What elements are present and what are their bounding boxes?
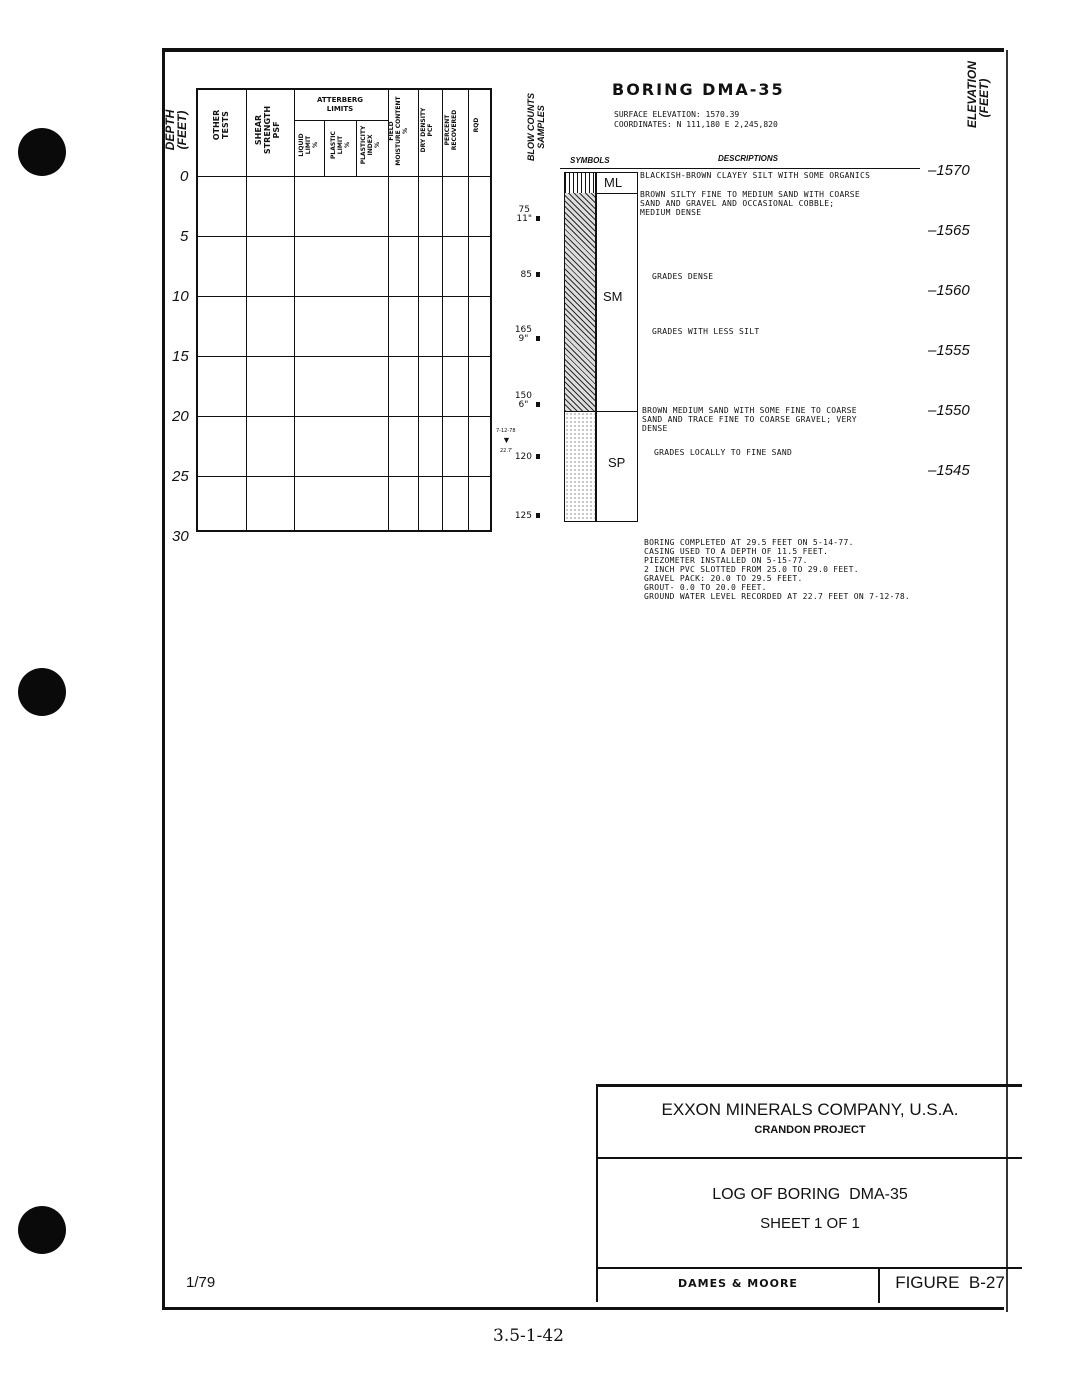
sheet-number: SHEET 1 OF 1 <box>760 1215 860 1232</box>
sm-pattern <box>565 193 595 411</box>
header-field-moisture: FIELD MOISTURE CONTENT % <box>388 96 409 166</box>
soil-code-sp: SP <box>608 455 626 470</box>
depth-tick-15: 15 <box>172 348 189 365</box>
blow-count-4: 150 6" <box>504 392 540 410</box>
depth-tick-20: 20 <box>172 408 189 425</box>
note-line-3: 2 INCH PVC SLOTTED FROM 25.0 TO 29.0 FEET. <box>644 565 859 574</box>
header-rqd: RQD <box>473 117 480 133</box>
figure-number: FIGURE B-27 <box>895 1273 1005 1292</box>
elevation-tick-1: –1565 <box>928 222 970 239</box>
soil-code-ml: ML <box>604 175 623 190</box>
description-5: BROWN MEDIUM SAND WITH SOME FINE TO COARSE SAND AND TRACE FINE TO COARSE GRAVEL; VERY DENSE <box>642 406 857 433</box>
header-dry-density: DRY DENSITY PCF <box>420 107 434 153</box>
depth-axis-label: DEPTH (FEET) <box>163 109 189 151</box>
soil-symbol-column <box>564 172 596 522</box>
header-liquid-limit: LIQUID LIMIT % <box>298 133 319 157</box>
depth-tick-5: 5 <box>180 228 189 245</box>
sp-pattern <box>565 412 595 521</box>
header-plasticity-index: PLASTICITY INDEX % <box>360 125 381 165</box>
blow-count-2: 85 <box>504 270 540 280</box>
boring-notes <box>644 538 910 601</box>
scan-date: 1/79 <box>186 1274 216 1291</box>
header-atterberg-limits: ATTERBERG LIMITS <box>316 96 363 113</box>
elevation-tick-0: –1570 <box>928 162 970 179</box>
project-name: CRANDON PROJECT <box>754 1124 866 1136</box>
blow-counts-samples-label: BLOW COUNTS SAMPLES <box>526 93 546 161</box>
elevation-axis-label: ELEVATION (FEET) <box>965 61 991 128</box>
note-line-4: GRAVEL PACK: 20.0 TO 29.5 FEET. <box>644 574 803 583</box>
coordinates: COORDINATES: N 111,180 E 2,245,820 <box>614 120 778 129</box>
elevation-tick-3: –1555 <box>928 342 970 359</box>
description-1: BLACKISH-BROWN CLAYEY SILT WITH SOME ORGANICS <box>640 171 871 180</box>
water-level-depth: 22.7' <box>500 448 513 454</box>
note-line-1: CASING USED TO A DEPTH OF 11.5 FEET. <box>644 547 829 556</box>
boring-title: BORING DMA-35 <box>612 80 785 99</box>
header-other-tests: OTHER TESTS <box>212 109 230 141</box>
note-line-0: BORING COMPLETED AT 29.5 FEET ON 5-14-77. <box>644 538 854 547</box>
surface-elevation: SURFACE ELEVATION: 1570.39 <box>614 110 740 119</box>
description-3: GRADES DENSE <box>652 272 714 281</box>
depth-tick-0: 0 <box>180 168 189 185</box>
header-shear-strength: SHEAR STRENGTH PSF <box>254 105 281 155</box>
firm-name: DAMES & MOORE <box>678 1277 798 1290</box>
depth-tick-10: 10 <box>172 288 189 305</box>
blow-count-1: 75 11" <box>504 206 540 224</box>
binder-hole-top <box>18 128 66 176</box>
water-level-icon: ▼ <box>502 435 511 445</box>
ml-pattern <box>565 173 595 193</box>
company-name: EXXON MINERALS COMPANY, U.S.A. <box>661 1100 959 1119</box>
description-2: BROWN SILTY FINE TO MEDIUM SAND WITH COARSE SAND AND GRAVEL AND OCCASIONAL COBBLE; MEDIUM DENSE <box>640 190 861 217</box>
soil-code-sm: SM <box>603 289 623 304</box>
binder-hole-middle <box>18 668 66 716</box>
blow-count-3: 165 9" <box>504 326 540 344</box>
description-6: GRADES LOCALLY TO FINE SAND <box>654 448 793 457</box>
water-level-date: 7-12-78 <box>496 428 516 434</box>
note-line-6: GROUND WATER LEVEL RECORDED AT 22.7 FEET ON 7-12-78. <box>644 592 911 601</box>
elevation-tick-5: –1545 <box>928 462 970 479</box>
header-plastic-limit: PLASTIC LIMIT % <box>330 131 351 159</box>
elevation-tick-2: –1560 <box>928 282 970 299</box>
page-number: 3.5-1-42 <box>493 1326 564 1346</box>
depth-tick-25: 25 <box>172 468 189 485</box>
depth-tick-30: 30 <box>172 528 189 545</box>
note-line-5: GROUT- 0.0 TO 20.0 FEET. <box>644 583 767 592</box>
note-line-2: PIEZOMETER INSTALLED ON 5-15-77. <box>644 556 808 565</box>
binder-hole-bottom <box>18 1206 66 1254</box>
descriptions-label: DESCRIPTIONS <box>718 154 779 163</box>
blow-count-5: 120 <box>504 452 540 462</box>
header-percent-recovered: PERCENT RECOVERED <box>444 109 458 151</box>
elevation-tick-4: –1550 <box>928 402 970 419</box>
description-4: GRADES WITH LESS SILT <box>652 327 760 336</box>
blow-count-6: 125 <box>504 511 540 521</box>
symbols-label: SYMBOLS <box>570 156 610 165</box>
log-title: LOG OF BORING DMA-35 <box>712 1186 908 1203</box>
